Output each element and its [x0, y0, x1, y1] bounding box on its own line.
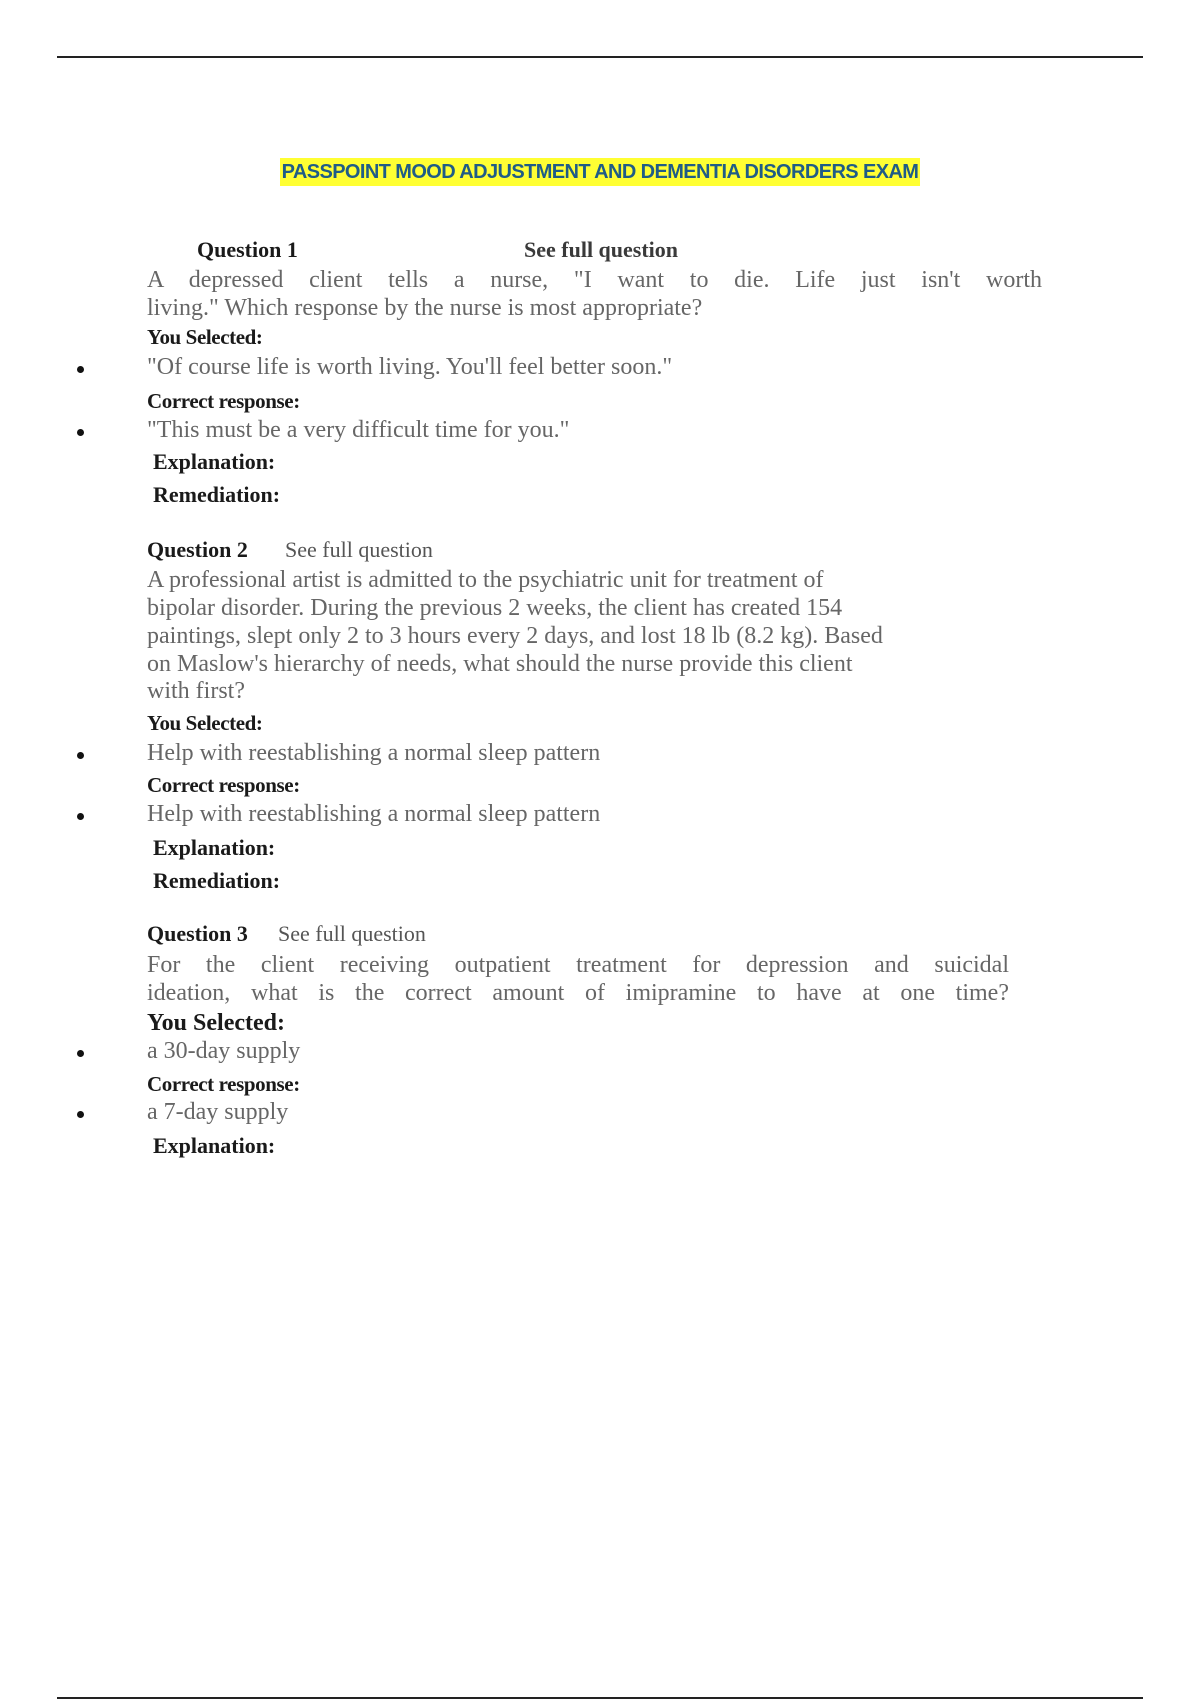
question-1-correct-response-label: Correct response: — [147, 389, 300, 413]
exam-title: PASSPOINT MOOD ADJUSTMENT AND DEMENTIA DISORDERS EXAM — [280, 158, 921, 186]
question-2-correct-response-label: Correct response: — [147, 773, 300, 797]
question-2-you-selected-label: You Selected: — [147, 711, 263, 735]
question-1-number: Question 1 — [197, 237, 298, 262]
bullet — [77, 366, 84, 373]
question-2-correct-answer: Help with reestablishing a normal sleep pattern — [147, 801, 601, 827]
question-1-correct-answer: "This must be a very difficult time for you." — [147, 417, 570, 443]
question-3-number: Question 3 — [147, 921, 248, 946]
question-3-you-selected-label: You Selected: — [147, 1010, 285, 1036]
question-3-correct-answer: a 7-day supply — [147, 1099, 289, 1125]
question-2-text-line-4: on Maslow's hierarchy of needs, what should the nurse provide this client — [147, 651, 853, 677]
bullet — [77, 1111, 84, 1118]
question-1-remediation-label: Remediation: — [153, 482, 281, 507]
question-3-correct-response-label: Correct response: — [147, 1072, 300, 1096]
bullet — [77, 752, 84, 759]
question-3-text-line-1: For the client receiving outpatient treatment for depression and suicidal — [147, 952, 1009, 978]
question-3-selected-answer: a 30-day supply — [147, 1038, 301, 1064]
question-2-text-line-5: with first? — [147, 678, 245, 704]
question-2-number: Question 2 — [147, 537, 248, 562]
question-2-text-line-1: A professional artist is admitted to the psychiatric unit for treatment of — [147, 567, 824, 593]
question-2-text-line-3: paintings, slept only 2 to 3 hours every 2 days, and lost 18 lb (8.2 kg). Based — [147, 623, 883, 649]
bullet — [77, 1050, 84, 1057]
question-2-selected-answer: Help with reestablishing a normal sleep pattern — [147, 740, 601, 766]
question-2-explanation-label: Explanation: — [153, 835, 276, 860]
question-3-explanation-label: Explanation: — [153, 1133, 276, 1158]
question-2-text-line-2: bipolar disorder. During the previous 2 weeks, the client has created 154 — [147, 595, 843, 621]
question-1-you-selected-label: You Selected: — [147, 325, 263, 349]
question-3-see-full-link[interactable]: See full question — [278, 921, 426, 946]
question-2-see-full-link[interactable]: See full question — [285, 537, 433, 562]
question-2-remediation-label: Remediation: — [153, 868, 281, 893]
bullet — [77, 813, 84, 820]
question-1-text-line-1: A depressed client tells a nurse, "I want to die. Life just isn't worth — [147, 267, 1042, 293]
question-1-selected-answer: "Of course life is worth living. You'll feel better soon." — [147, 354, 673, 380]
title-wrap — [0, 158, 1200, 186]
question-1-see-full-link[interactable]: See full question — [524, 237, 679, 262]
top-rule — [57, 56, 1143, 58]
question-3-text-line-2: ideation, what is the correct amount of imipramine to have at one time? — [147, 980, 1009, 1006]
bullet — [77, 429, 84, 436]
question-1-text-line-2: living." Which response by the nurse is most appropriate? — [147, 295, 703, 321]
question-1-explanation-label: Explanation: — [153, 449, 276, 474]
bottom-rule — [57, 1697, 1143, 1699]
